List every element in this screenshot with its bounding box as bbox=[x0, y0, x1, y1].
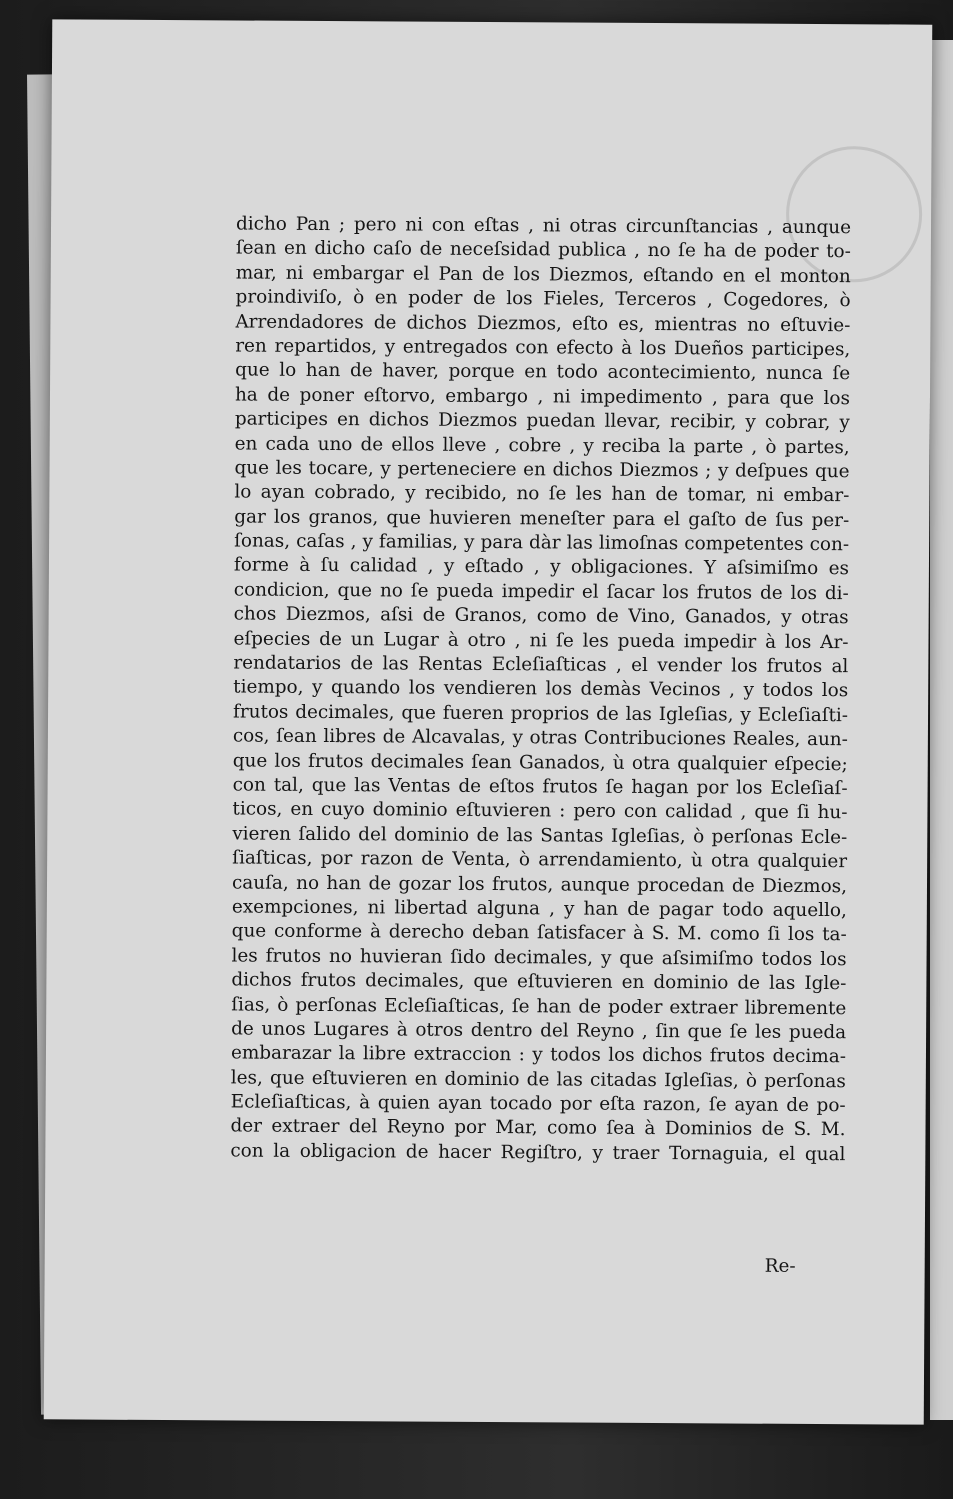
catchword: Re- bbox=[764, 1255, 796, 1277]
text-line: vieren ſalido del dominio de las Santas Igleſias, ò perſonas Ecle- bbox=[232, 823, 848, 848]
text-line: les frutos no huvieran ſido decimales, y que aſsimiſmo todos los bbox=[231, 945, 847, 970]
text-line: ſonas, caſas , y familias, y para dàr las limoſnas competentes con- bbox=[234, 530, 850, 556]
text-line: de unos Lugares à otros dentro del Reyno , ſin que ſe les pueda bbox=[231, 1018, 847, 1044]
text-line: Arrendadores de dichos Diezmos, eſto es, mientras no eſtuvie- bbox=[235, 311, 851, 336]
text-line: participes en dichos Diezmos puedan llevar, recibir, y cobrar, y bbox=[234, 408, 850, 434]
text-line: ren repartidos, y entregados con efecto à los Dueños participes, bbox=[235, 335, 851, 361]
text-line: ha de poner eſtorvo, embargo , ni impedimento , para que los bbox=[234, 384, 851, 409]
text-line: lo ayan cobrado, y recibido, no ſe les han de tomar, ni embar- bbox=[234, 481, 850, 507]
text-line: que los frutos decimales ſean Ganados, ù otra qualquier eſpecie; bbox=[232, 750, 848, 775]
text-line: Ecleſiaſticas, à quien ayan tocado por eſta razon, ſe ayan de po- bbox=[230, 1091, 846, 1117]
text-line: dichos frutos decimales, que eſtuvieren en dominio de las Igle- bbox=[231, 969, 847, 995]
text-line: gar los granos, que huvieren meneſter para el gaſto de ſus per- bbox=[234, 506, 850, 531]
text-line: der extraer del Reyno por Mar, como ſea à Dominios de S. M. bbox=[230, 1115, 846, 1141]
text-line: ſias, ò perſonas Ecleſiaſticas, ſe han de poder extraer libremente bbox=[231, 993, 847, 1019]
text-line: con la obligacion de hacer Regiſtro, y traer Tornaguia, el qual bbox=[230, 1140, 846, 1166]
text-line: condicion, que no ſe pueda impedir el ſacar los frutos de los di- bbox=[233, 579, 849, 605]
text-line: embarazar la libre extraccion : y todos los dichos frutos decima- bbox=[230, 1042, 847, 1068]
document-page bbox=[44, 19, 933, 1424]
text-line: frutos decimales, que fueren proprios de las Igleſias, y Ecleſiaſti- bbox=[232, 701, 849, 727]
text-line: que les tocare, y perteneciere en dichos Diezmos ; y deſpues que bbox=[234, 457, 850, 483]
text-line: que lo han de haver, porque en todo acontecimiento, nunca ſe bbox=[235, 359, 851, 385]
text-line: les, que eſtuvieren en dominio de las citadas Igleſias, ò perſonas bbox=[230, 1067, 846, 1092]
text-line: en cada uno de ellos lleve , cobre , y reciba la parte , ò partes, bbox=[234, 432, 850, 458]
text-line: tiempo, y quando los vendieren los demàs Vecinos , y todos los bbox=[233, 676, 849, 702]
text-line: proindiviſo, ò en poder de los Fieles, Terceros , Cogedores, ò bbox=[235, 286, 851, 312]
text-line: rendatarios de las Rentas Ecleſiaſticas , el vender los frutos al bbox=[233, 652, 849, 678]
text-line: eſpecies de un Lugar à otro , ni ſe les pueda impedir à los Ar- bbox=[233, 628, 849, 653]
text-line: chos Diezmos, aſsi de Granos, como de Vino, Ganados, y otras bbox=[233, 603, 849, 629]
text-line: ſiaſticas, por razon de Venta, ò arrendamiento, ù otra qualquier bbox=[232, 847, 848, 873]
text-line: ticos, en cuyo dominio eſtuvieren : pero con calidad , que ſi hu- bbox=[232, 798, 848, 824]
text-line: con tal, que las Ventas de eſtos frutos ſe hagan por los Ecleſiaſ- bbox=[232, 774, 848, 800]
text-line: cauſa, no han de gozar los frutos, aunque procedan de Diezmos, bbox=[231, 871, 848, 897]
text-line: dicho Pan ; pero ni con eſtas , ni otras circunſtancias , aunque bbox=[235, 213, 852, 239]
body-text bbox=[230, 212, 851, 1167]
text-line: forme à ſu calidad , y eſtado , y obligaciones. Y aſsimiſmo es bbox=[233, 554, 850, 580]
text-line: cos, ſean libres de Alcavalas, y otras Contribuciones Reales, aun- bbox=[232, 725, 848, 751]
text-line: exempciones, ni libertad alguna , y han de pagar todo aquello, bbox=[231, 896, 847, 922]
text-line: que conforme à derecho deban ſatisfacer à S. M. como ſi los ta- bbox=[231, 920, 847, 946]
text-line: mar, ni embargar el Pan de los Diezmos, eſtando en el monton bbox=[235, 262, 851, 287]
adjacent-page-edge bbox=[930, 40, 953, 1420]
text-line: ſean en dicho caſo de neceſsidad publica , no ſe ha de poder to- bbox=[235, 237, 851, 263]
